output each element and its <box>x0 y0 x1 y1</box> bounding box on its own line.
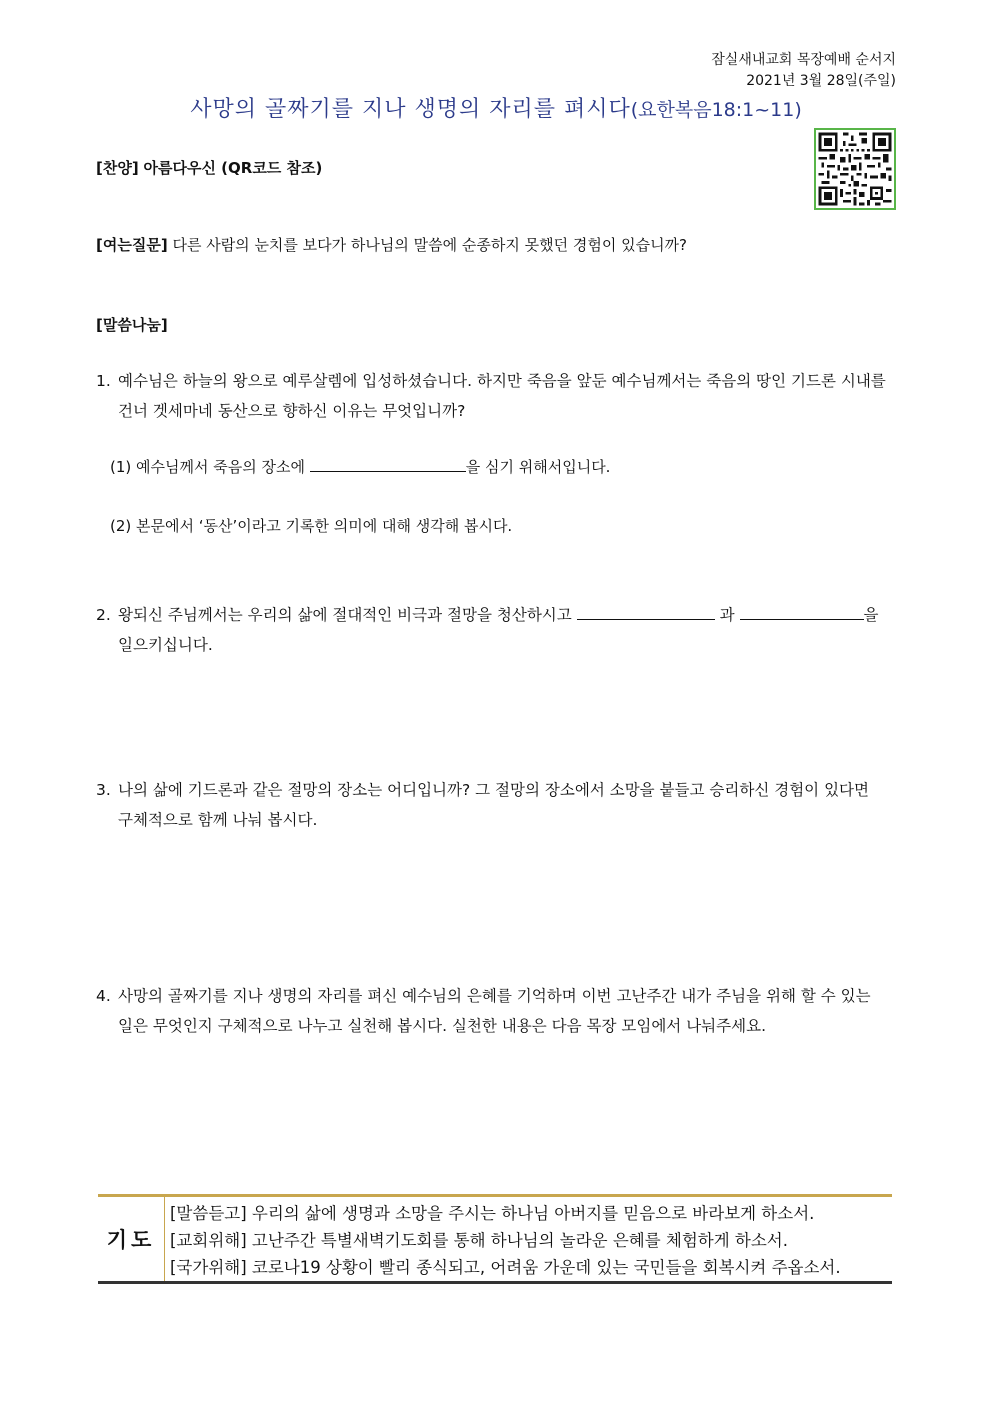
page-title <box>0 92 992 123</box>
prayer-divider <box>164 1197 165 1281</box>
question-text-line2: 건너 겟세마네 동산으로 향하신 이유는 무엇입니까? <box>118 402 466 420</box>
question-number: 2. <box>96 606 111 624</box>
church-name: 잠실새내교회 목장예배 순서지 <box>711 52 896 68</box>
sub-text-pre: (1) 예수님께서 죽음의 장소에 <box>110 458 305 476</box>
service-date: 2021년 3월 28일(주일) <box>746 73 896 89</box>
question-3 <box>96 775 896 835</box>
question-1-sub-1 <box>110 456 610 478</box>
opening-text: 다른 사람의 눈치를 보다가 하나님의 말씀에 순종하지 못했던 경험이 있습니까? <box>172 236 688 254</box>
question-text-post: 을 <box>863 606 879 624</box>
question-number: 3. <box>96 781 111 799</box>
prayer-box <box>98 1194 892 1284</box>
title-main: 사망의 골짜기를 지나 생명의 자리를 펴시다 <box>190 97 631 122</box>
question-1 <box>96 366 896 426</box>
prayer-item: [국가위해] 코로나19 상황이 빨리 종식되고, 어려움 가운데 있는 국민들을 회복시켜 주옵소서. <box>170 1258 841 1277</box>
prayer-item: [교회위해] 고난주간 특별새벽기도회를 통해 하나님의 놀라운 은혜를 체험하게 하소서. <box>170 1231 788 1250</box>
question-text-line2: 일으키십니다. <box>118 636 213 654</box>
question-text-mid: 과 <box>719 606 735 624</box>
question-2 <box>96 600 896 660</box>
question-1-sub-2: (2) 본문에서 ‘동산’이라고 기록한 의미에 대해 생각해 봅시다. <box>110 517 513 535</box>
answer-blank[interactable] <box>740 605 864 620</box>
opening-label: [여는질문] <box>96 236 168 254</box>
title-scripture-ref: (요한복음18:1~11) <box>630 99 802 121</box>
question-number: 4. <box>96 987 111 1005</box>
question-text-line1: 나의 삶에 기드론과 같은 절망의 장소는 어디입니까? 그 절망의 장소에서 소망을 붙들고 승리하신 경험이 있다면 <box>118 781 869 799</box>
sub-text-post: 을 심기 위해서입니다. <box>465 458 611 476</box>
prayer-item: [말씀듣고] 우리의 삶에 생명과 소망을 주시는 하나님 아버지를 믿음으로 바라보게 하소서. <box>170 1204 815 1223</box>
hymn-text: 아름다우신 (QR코드 참조) <box>143 159 323 177</box>
prayer-label: 기도 <box>106 1228 156 1252</box>
answer-blank[interactable] <box>310 457 466 472</box>
question-text-line1: 사망의 골짜기를 지나 생명의 자리를 펴신 예수님의 은혜를 기억하며 이번 고난주간 내가 주님을 위해 할 수 있는 <box>118 987 871 1005</box>
hymn-line <box>96 157 322 179</box>
question-text-line1: 예수님은 하늘의 왕으로 예루살렘에 입성하셨습니다. 하지만 죽음을 앞둔 예수님께서는 죽음의 땅인 기드론 시내를 <box>118 372 886 390</box>
question-4 <box>96 981 896 1041</box>
question-text-pre: 왕되신 주님께서는 우리의 삶에 절대적인 비극과 절망을 청산하시고 <box>118 606 572 624</box>
qr-code-icon <box>814 128 896 210</box>
sharing-heading: [말씀나눔] <box>96 316 168 334</box>
answer-blank[interactable] <box>577 605 715 620</box>
question-text-line2: 구체적으로 함께 나눠 봅시다. <box>118 811 318 829</box>
question-text-line2: 일은 무엇인지 구체적으로 나누고 실천해 봅시다. 실천한 내용은 다음 목장 모임에서 나눠주세요. <box>118 1017 767 1035</box>
hymn-label: [찬양] <box>96 159 139 177</box>
question-number: 1. <box>96 372 111 390</box>
prayer-items <box>170 1200 841 1281</box>
opening-question <box>96 234 687 256</box>
